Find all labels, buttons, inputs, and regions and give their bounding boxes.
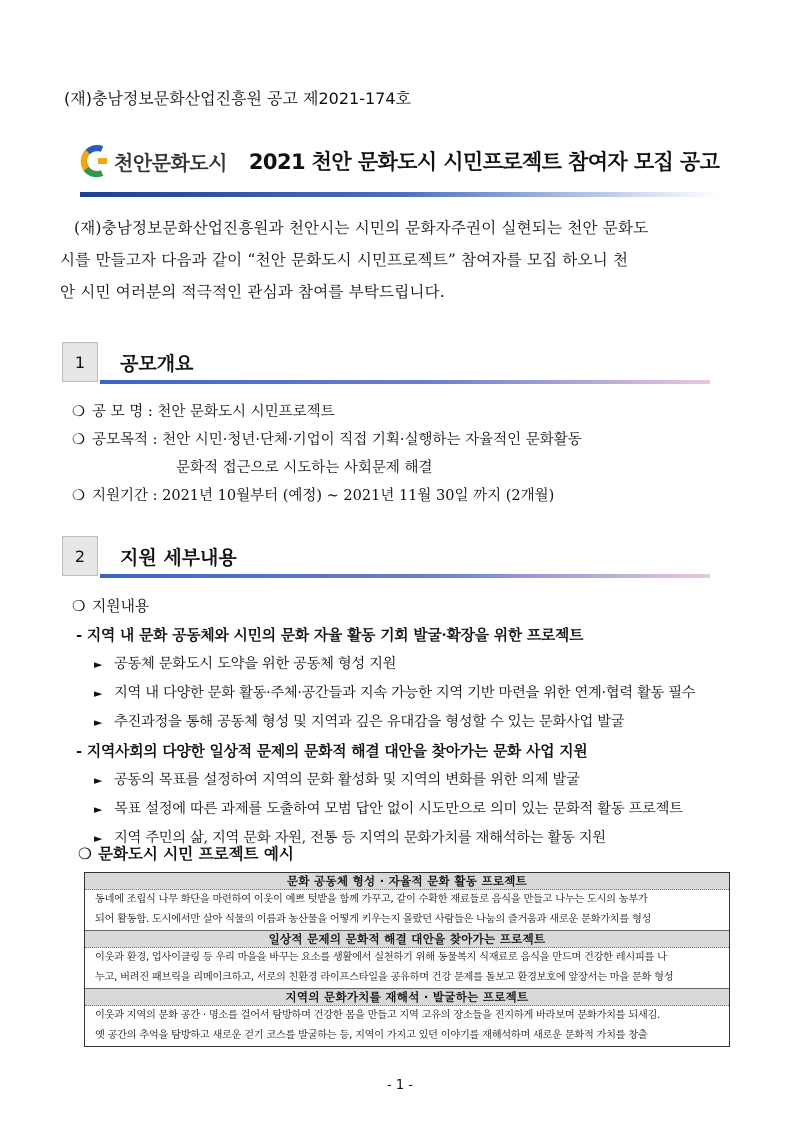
title-underline — [80, 192, 720, 197]
support-item-text: 추진과정을 통해 공동체 형성 및 지역과 깊은 유대감을 형성할 수 있는 문화사업 발굴 — [114, 714, 625, 730]
example-title: 일상적 문제의 문화적 해결 대안을 찾아가는 프로젝트 — [85, 931, 729, 948]
support-item-text: 지역 내 다양한 문화 활동·주체·공간들과 지속 가능한 지역 기반 마련을 위한 연계·협력 활동 필수 — [114, 685, 696, 701]
arrow-bullet-icon: ► — [94, 832, 103, 845]
support-list — [72, 592, 752, 853]
support-heading-text: 지원내용 — [92, 598, 150, 615]
example-body — [85, 948, 729, 989]
notice-number: (재)충남정보문화산업진흥원 공고 제2021-174호 — [64, 89, 411, 108]
example-line: 이웃과 환경, 업사이클링 등 우리 마을을 바꾸는 요소를 생활에서 실천하기 위해 동물복지 식재료로 음식을 만드며 건강한 레시피를 나 — [95, 952, 667, 963]
circle-bullet-icon: ❍ — [72, 598, 86, 615]
overview-item-period — [72, 482, 582, 510]
section-title: 지원 세부내용 — [120, 546, 237, 569]
intro-line: 안 시민 여러분의 적극적인 관심과 참여를 부탁드립니다. — [60, 283, 445, 301]
overview-text: 공 모 명 : 천안 문화도시 시민프로젝트 — [92, 404, 335, 420]
support-item — [94, 679, 752, 708]
support-heading — [72, 592, 752, 621]
example-title: 문화 공동체 형성 · 자율적 문화 활동 프로젝트 — [85, 873, 729, 890]
title-row — [80, 138, 740, 184]
section-title: 공모개요 — [120, 352, 194, 375]
example-line: 동네에 조립식 나무 화단을 마련하여 이웃이 예쁘 텃밭을 함께 가꾸고, 같이 수확한 재료들로 음식을 만들고 나누는 도시의 농부가 — [95, 894, 648, 905]
overview-item-purpose — [72, 426, 582, 454]
intro-line: 시를 만들고자 다음과 같이 “천안 문화도시 시민프로젝트” 참여자를 모집 하오니 천 — [60, 251, 629, 269]
examples-heading-text: 문화도시 시민 프로젝트 예시 — [98, 845, 294, 863]
arrow-bullet-icon: ► — [94, 774, 103, 787]
circle-bullet-icon: ❍ — [72, 404, 85, 420]
support-group-title — [76, 621, 752, 650]
support-item-text: 목표 설정에 따른 과제를 도출하여 모범 답안 없이 시도만으로 의미 있는 문화적 활동 프로젝트 — [114, 801, 683, 817]
section-underline — [100, 574, 710, 578]
overview-text: 지원기간 : 2021년 10월부터 (예정) ~ 2021년 11월 30일 까지 (2개월) — [92, 488, 555, 504]
overview-purpose-continued: 문화적 접근으로 시도하는 사회문제 해결 — [176, 460, 433, 476]
support-item — [94, 795, 752, 824]
example-title: 지역의 문화가치를 재해석 · 발굴하는 프로젝트 — [85, 989, 729, 1006]
section-header-2 — [62, 536, 712, 576]
logo — [80, 143, 227, 179]
example-line: 이웃과 지역의 문화 공간 · 명소를 걸어서 탐방하며 건강한 몸을 만들고 지역 고유의 장소들을 진지하게 바라보며 문화가치를 되새김. — [95, 1010, 661, 1021]
group-title-text: 지역 내 문화 공동체와 시민의 문화 자율 활동 기회 발굴·확장을 위한 프로젝트 — [86, 627, 584, 644]
page-title: 2021 천안 문화도시 시민프로젝트 참여자 모집 공고 — [248, 150, 720, 174]
section-underline — [100, 380, 710, 384]
support-group-title — [76, 737, 752, 766]
page-number: - 1 - — [387, 1078, 413, 1093]
support-item — [94, 708, 752, 737]
section-header-1 — [62, 342, 712, 382]
example-body — [85, 1006, 729, 1046]
dash-bullet: - — [76, 743, 82, 760]
examples-heading — [78, 842, 294, 864]
overview-item-name — [72, 398, 582, 426]
arrow-bullet-icon: ► — [94, 687, 103, 700]
section-number: 1 — [62, 342, 98, 382]
arrow-bullet-icon: ► — [94, 803, 103, 816]
support-item-text: 공동의 목표를 설정하여 지역의 문화 활성화 및 지역의 변화를 위한 의제 발굴 — [114, 772, 580, 788]
support-item-text: 공동체 문화도시 도약을 위한 공동체 형성 지원 — [114, 656, 397, 672]
dash-bullet: - — [76, 627, 82, 644]
circle-bullet-icon: ❍ — [72, 432, 85, 448]
group-title-text: 지역사회의 다양한 일상적 문제의 문화적 해결 대안을 찾아가는 문화 사업 지원 — [86, 743, 588, 760]
example-line: 되어 활동함. 도시에서만 살아 식물의 이름과 농산물을 어떻게 키우는지 몰랐던 사람들은 나눔의 즐거움과 새로운 문화가치를 형성 — [95, 914, 652, 925]
circle-bullet-icon: ❍ — [78, 845, 92, 863]
example-block — [85, 873, 729, 931]
arrow-bullet-icon: ► — [94, 658, 103, 671]
arrow-bullet-icon: ► — [94, 716, 103, 729]
support-item — [94, 766, 752, 795]
example-line: 누고, 버려진 패브릭을 리메이크하고, 서로의 친환경 라이프스타일을 공유하며 건강 문제를 돌보고 환경보호에 앞장서는 마을 문화 형성 — [95, 972, 674, 983]
support-item-text: 지역 주민의 삶, 지역 문화 자원, 전통 등 지역의 문화가치를 재해석하는 활동 지원 — [114, 830, 606, 846]
section-number: 2 — [62, 536, 98, 576]
overview-list — [72, 398, 582, 510]
overview-text: 공모목적 : 천안 시민·청년·단체·기업이 직접 기획·실행하는 자율적인 문화활동 — [92, 432, 582, 448]
example-block — [85, 989, 729, 1046]
example-body — [85, 890, 729, 931]
example-block — [85, 931, 729, 989]
support-item — [94, 650, 752, 679]
examples-table — [84, 872, 730, 1047]
intro-line: (재)충남정보문화산업진흥원과 천안시는 시민의 문화자주권이 실현되는 천안 문화도 — [74, 219, 649, 237]
example-line: 옛 공간의 추억을 탐방하고 새로운 걷기 코스를 발굴하는 등, 지역이 가지고 있던 이야기를 재해석하며 새로운 문화적 가치를 창출 — [95, 1030, 648, 1041]
cheonan-culture-city-logo-icon — [80, 143, 110, 179]
intro-paragraph — [60, 212, 750, 308]
circle-bullet-icon: ❍ — [72, 488, 85, 504]
logo-text: 천안문화도시 — [114, 150, 227, 175]
